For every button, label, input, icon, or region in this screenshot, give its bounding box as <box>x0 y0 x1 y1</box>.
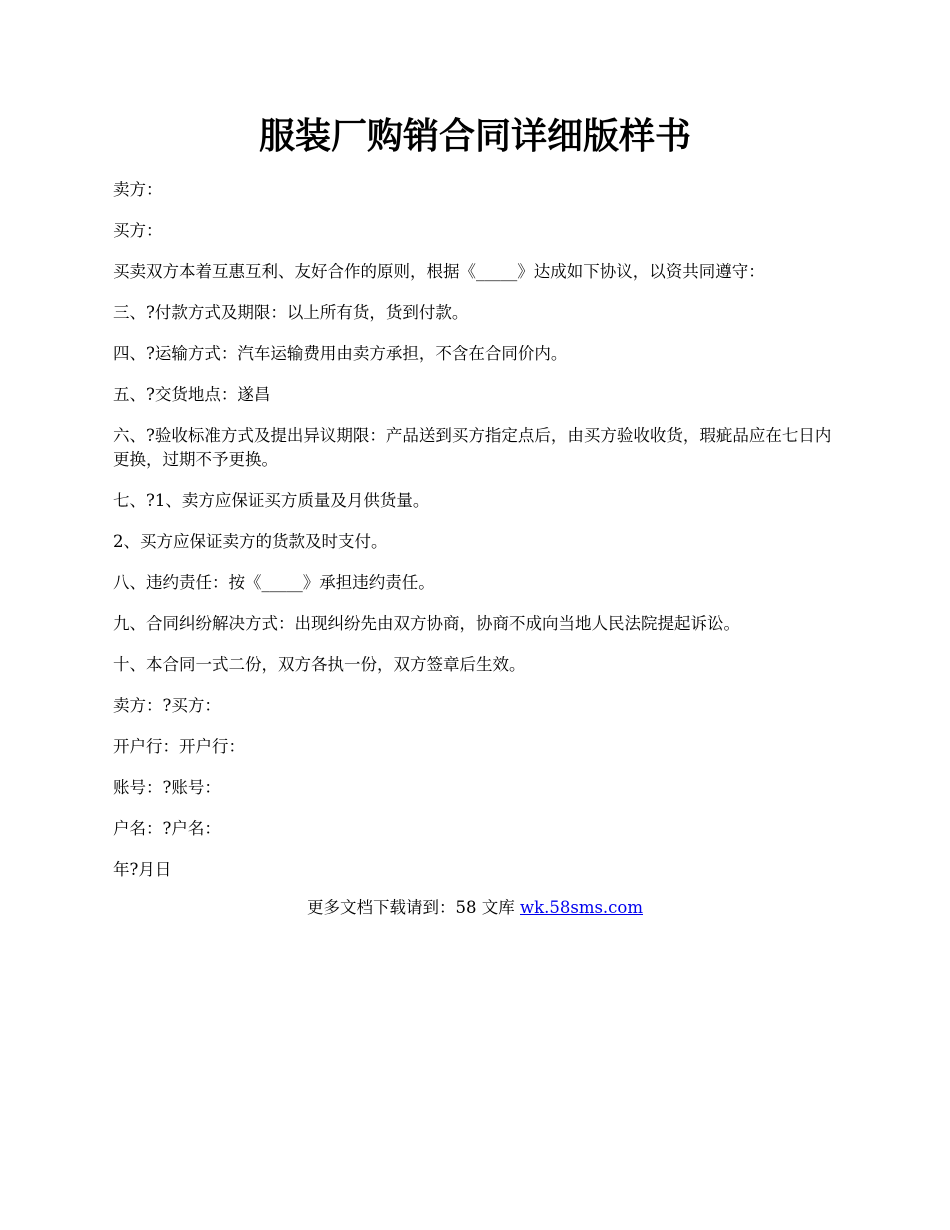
footer <box>0 895 950 921</box>
paragraph-buyer: 买方： <box>113 221 163 240</box>
paragraph-copies: 十、本合同一式二份，双方各执一份，双方签章后生效。 <box>113 655 526 674</box>
paragraph-account-name: 户名：?户名： <box>113 819 221 838</box>
paragraph-signature-parties: 卖方：?买方： <box>113 696 221 715</box>
paragraph-seller-obligation: 七、?1、卖方应保证买方质量及月供货量。 <box>113 491 430 510</box>
paragraph-transport: 四、?运输方式：汽车运输费用由卖方承担，不含在合同价内。 <box>113 344 568 363</box>
paragraph-delivery-place: 五、?交货地点：遂昌 <box>113 385 271 404</box>
document-body <box>113 178 843 899</box>
paragraph-acceptance: 六、?验收标准方式及提出异议期限：产品送到买方指定点后，由买方验收收货，瑕疵品应在七日内更换，过期不予更换。 <box>113 426 832 469</box>
footer-text: 更多文档下载请到：58 文库 <box>306 898 520 917</box>
paragraph-dispute: 九、合同纠纷解决方式：出现纠纷先由双方协商，协商不成向当地人民法院提起诉讼。 <box>113 614 740 633</box>
footer-link[interactable]: wk.58sms.com <box>519 898 643 917</box>
paragraph-bank: 开户行：开户行： <box>113 737 245 756</box>
paragraph-seller: 卖方： <box>113 180 163 199</box>
paragraph-payment: 三、?付款方式及期限：以上所有货，货到付款。 <box>113 303 469 322</box>
paragraph-liability: 八、违约责任：按《_____》承担违约责任。 <box>113 573 435 592</box>
paragraph-date: 年?月日 <box>113 860 172 879</box>
paragraph-buyer-obligation: 2、买方应保证卖方的货款及时支付。 <box>113 532 388 551</box>
paragraph-account: 账号：?账号： <box>113 778 221 797</box>
paragraph-preamble: 买卖双方本着互惠互利、友好合作的原则，根据《_____》达成如下协议，以资共同遵守： <box>113 262 765 281</box>
document-title: 服装厂购销合同详细版样书 <box>258 115 691 157</box>
